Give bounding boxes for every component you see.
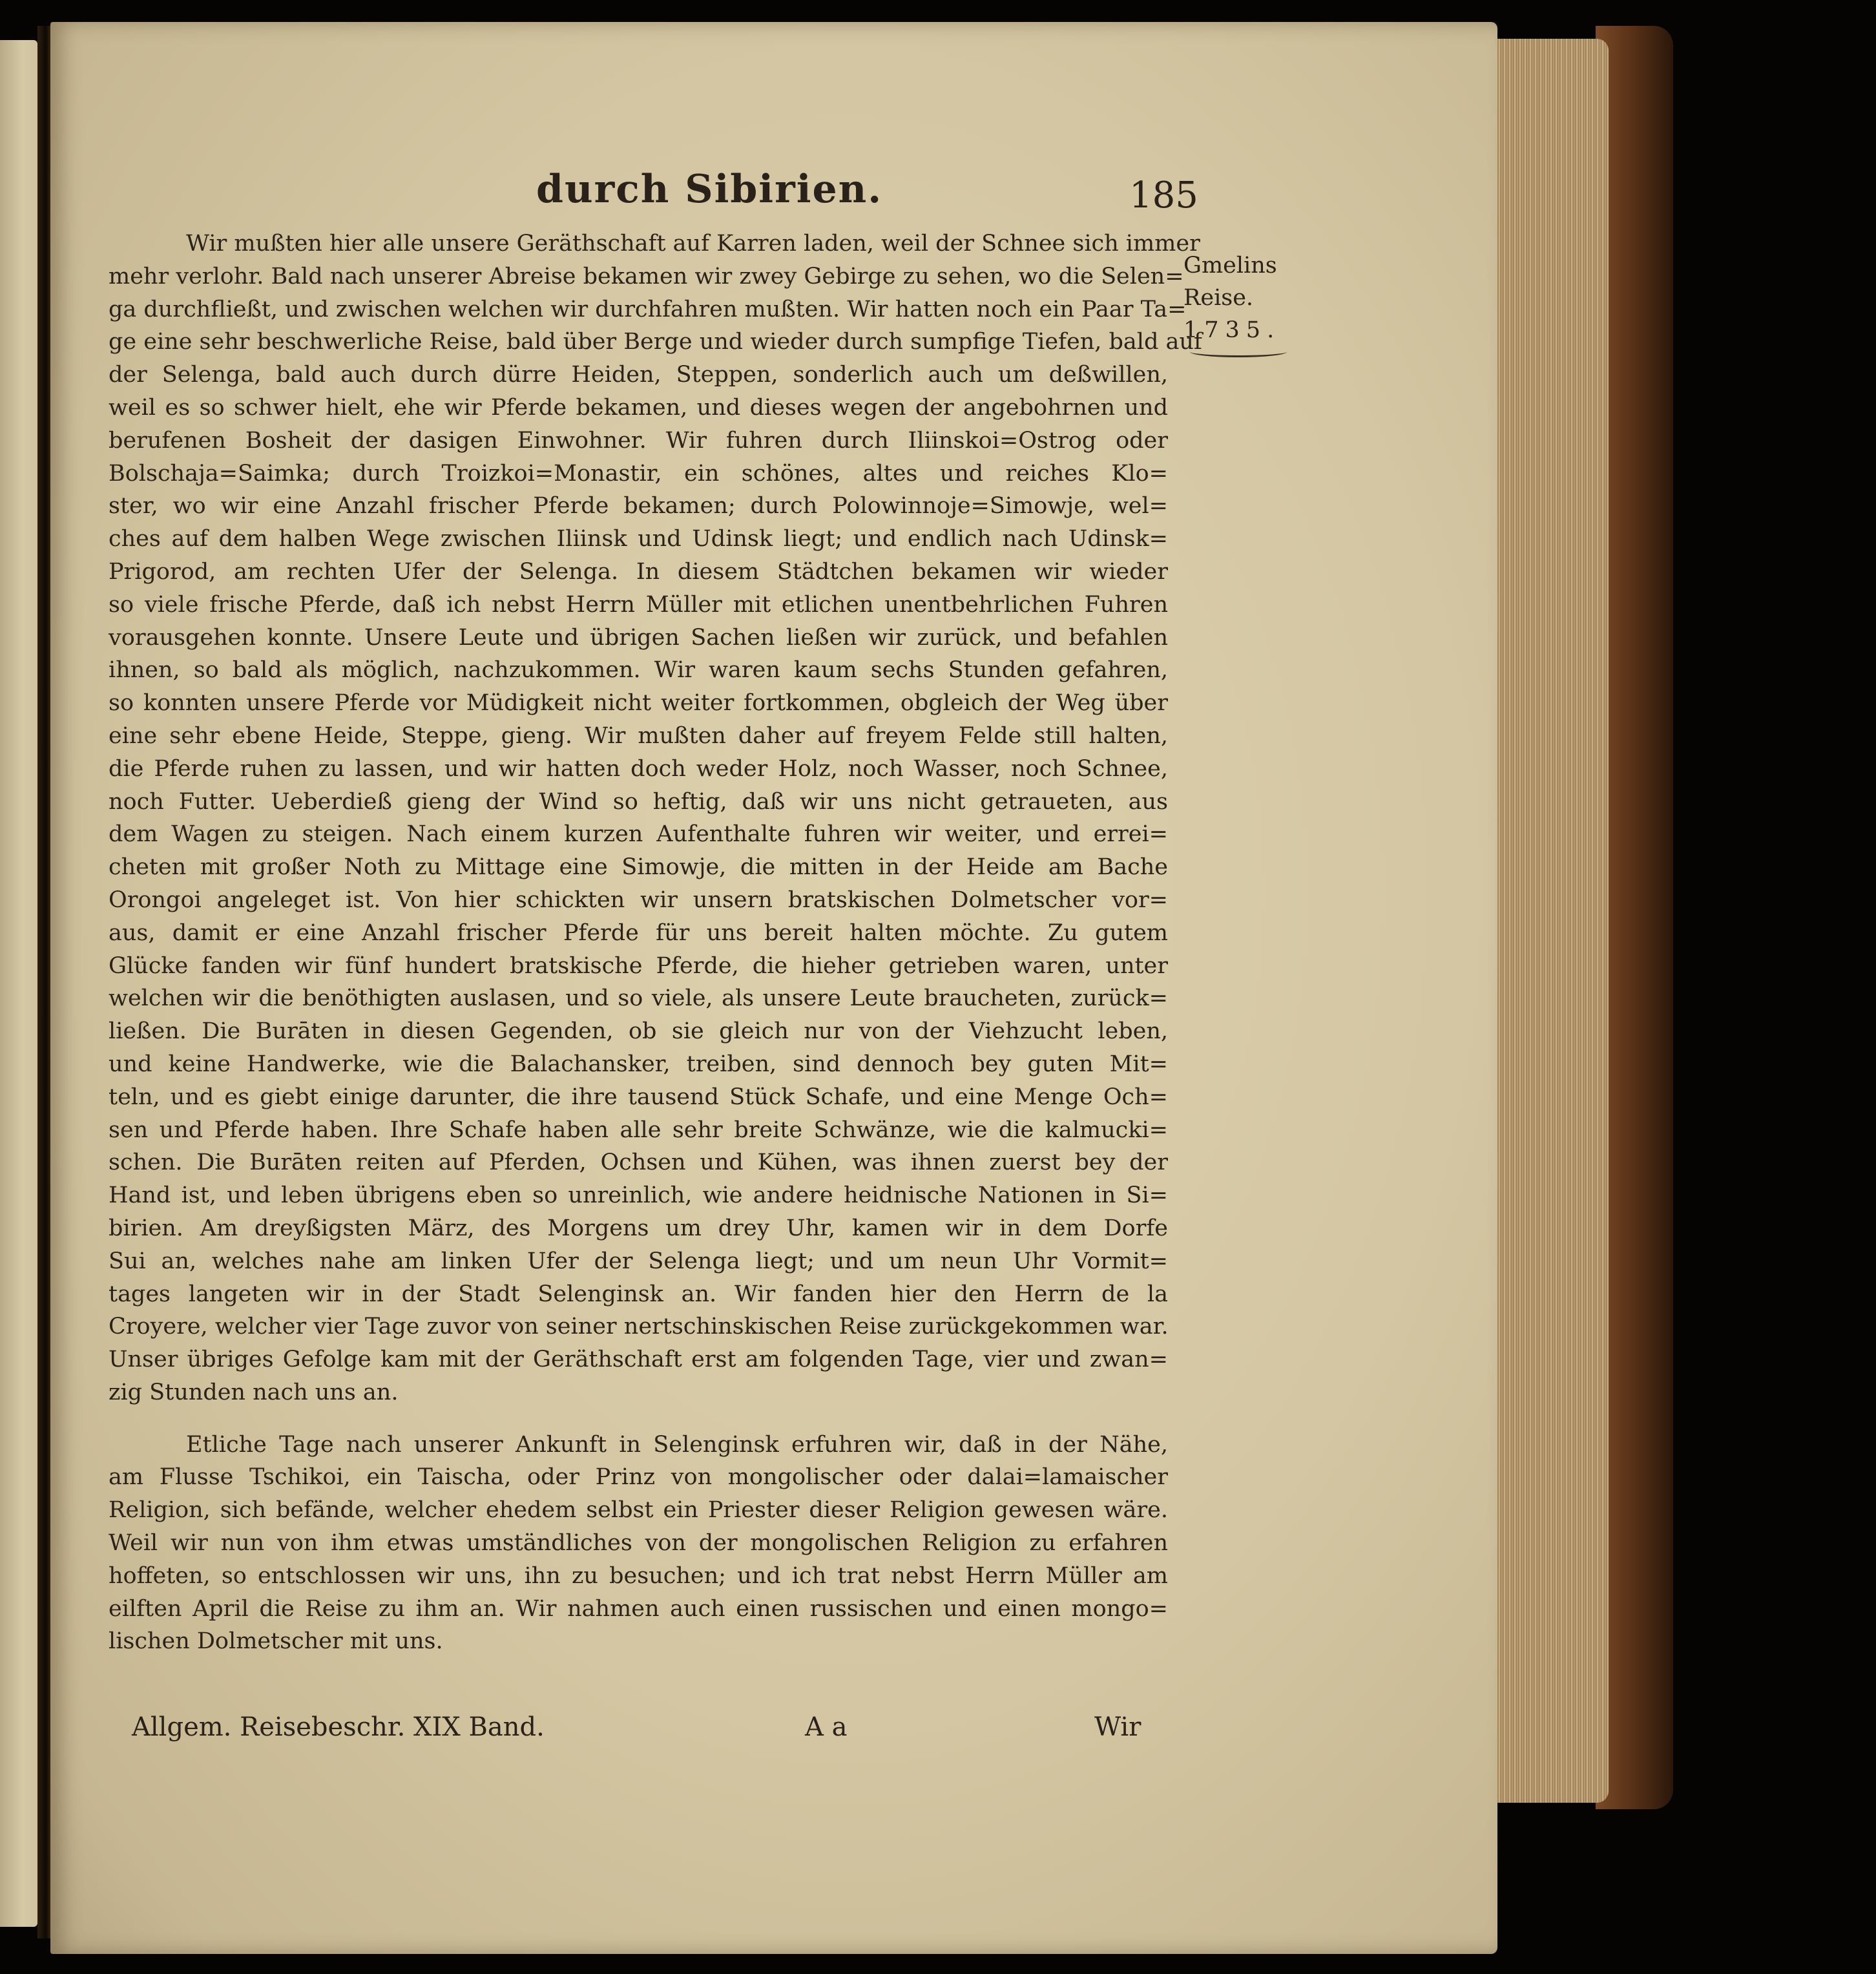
text-line: ge eine sehr beschwerliche Reise, bald über Berge und wieder durch sumpfige Tiefen, bald auf: [109, 329, 1202, 355]
text-line: eilften April die Reise zu ihm an. Wir nahmen auch einen russischen und einen mongo=: [109, 1595, 1168, 1622]
running-head: durch Sibirien.: [536, 167, 883, 212]
text-line: ster, wo wir eine Anzahl frischer Pferde bekamen; durch Polowinnoje=Simowje, wel=: [109, 493, 1168, 520]
signature-mark: A a: [805, 1712, 848, 1742]
text-line: teln, und es giebt einige darunter, die ihre tausend Stück Schafe, und eine Menge Och=: [109, 1084, 1168, 1110]
text-line: hoffeten, so entschlossen wir uns, ihn zu besuchen; und ich trat nebst Herrn Müller am: [109, 1562, 1168, 1589]
text-line: ga durchfließt, und zwischen welchen wir durchfahren mußten. Wir hatten noch ein Paar Ta=: [109, 296, 1187, 322]
paragraph-2: [109, 1429, 1168, 1659]
text-line: so viele frische Pferde, daß ich nebst Herrn Müller mit etlichen unentbehrlichen Fuhren: [109, 591, 1168, 618]
paragraph-1: [109, 227, 1202, 1409]
page-edges: [1486, 39, 1609, 1803]
text-line: sen und Pferde haben. Ihre Schafe haben alle sehr breite Schwänze, wie die kalmucki=: [109, 1117, 1168, 1143]
paragraph-gap: [109, 1409, 1168, 1429]
marginal-flourish: [1190, 346, 1287, 357]
text-line: am Flusse Tschikoi, ein Taischa, oder Prinz von mongolischer oder dalai=lamaischer: [109, 1464, 1168, 1491]
text-line: Weil wir nun von ihm etwas umständliches von der mongolischen Religion zu erfahren: [109, 1530, 1168, 1557]
text-line: so konnten unsere Pferde vor Müdigkeit nicht weiter fortkommen, obgleich der Weg über: [109, 690, 1168, 717]
catchword: Wir: [1094, 1712, 1141, 1742]
text-line: ließen. Die Burāten in diesen Gegenden, ob sie gleich nur von der Viehzucht leben,: [109, 1018, 1168, 1045]
text-line: Etliche Tage nach unserer Ankunft in Selenginsk erfuhren wir, daß in der Nähe,: [186, 1431, 1168, 1458]
marginal-note-text: Reise.: [1183, 285, 1254, 311]
text-line: Croyere, welcher vier Tage zuvor von seiner nertschinskischen Reise zurückgekommen war.: [109, 1314, 1169, 1340]
text-line: mehr verlohr. Bald nach unserer Abreise bekamen wir zwey Gebirge zu sehen, wo die Selen=: [109, 263, 1184, 289]
text-line: Hand ist, und leben übrigens eben so unreinlich, wie andere heidnische Nationen in Si=: [109, 1182, 1168, 1209]
marginal-year: 1735.: [1183, 317, 1281, 343]
text-line: ches auf dem halben Wege zwischen Iliinsk und Udinsk liegt; und endlich nach Udinsk=: [109, 526, 1168, 552]
text-line: welchen wir die benöthigten auslasen, und so viele, als unsere Leute braucheten, zurück=: [109, 985, 1168, 1012]
text-line: cheten mit großer Noth zu Mittage eine Simowje, die mitten in der Heide am Bache: [109, 854, 1168, 881]
text-line: Religion, sich befände, welcher ehedem selbst ein Priester dieser Religion gewesen wäre.: [109, 1497, 1168, 1524]
text-line: weil es so schwer hielt, ehe wir Pferde bekamen, und dieses wegen der angebohrnen und: [109, 394, 1168, 421]
text-line: zig Stunden nach uns an.: [109, 1379, 399, 1405]
text-line: Orongoi angeleget ist. Von hier schickten wir unsern bratskischen Dolmetscher vor=: [109, 887, 1168, 913]
text-line: berufenen Bosheit der dasigen Einwohner. Wir fuhren durch Iliinskoi=Ostrog oder: [109, 427, 1168, 454]
text-line: Bolschaja=Saimka; durch Troizkoi=Monastir, ein schönes, altes und reiches Klo=: [109, 460, 1168, 487]
text-line: Unser übriges Gefolge kam mit der Geräthschaft erst am folgenden Tage, vier und zwan=: [109, 1347, 1168, 1373]
text-line: lischen Dolmetscher mit uns.: [109, 1628, 443, 1655]
text-line: eine sehr ebene Heide, Steppe, gieng. Wir mußten daher auf freyem Felde still halten,: [109, 722, 1168, 749]
text-line: noch Futter. Ueberdieß gieng der Wind so heftig, daß wir uns nicht getraueten, aus: [109, 788, 1168, 815]
text-line: der Selenga, bald auch durch dürre Heiden, Steppen, sonderlich auch um deßwillen,: [109, 362, 1168, 388]
text-line: tages langeten wir in der Stadt Selenginsk an. Wir fanden hier den Herrn de la: [109, 1281, 1168, 1307]
left-page-edge: [0, 40, 37, 1927]
marginal-author: Gmelins: [1183, 253, 1277, 278]
text-line: Wir mußten hier alle unsere Geräthschaft auf Karren laden, weil der Schnee sich immer: [186, 231, 1200, 257]
signature-line: Allgem. Reisebeschr. XIX Band.: [132, 1712, 545, 1742]
book-gutter: [37, 26, 52, 1938]
text-line: aus, damit er eine Anzahl frischer Pferde für uns bereit halten möchte. Zu gutem: [109, 919, 1168, 946]
page-number: 185: [1129, 174, 1198, 216]
text-line: Prigorod, am rechten Ufer der Selenga. In diesem Städtchen bekamen wir wieder: [109, 558, 1168, 585]
text-line: schen. Die Burāten reiten auf Pferden, Ochsen und Kühen, was ihnen zuerst bey der: [109, 1150, 1168, 1176]
text-line: Glücke fanden wir fünf hundert bratskische Pferde, die hieher getrieben waren, unter: [109, 952, 1168, 979]
text-line: ihnen, so bald als möglich, nachzukommen. Wir waren kaum sechs Stunden gefahren,: [109, 657, 1168, 684]
text-line: Sui an, welches nahe am linken Ufer der Selenga liegt; und um neun Uhr Vormit=: [109, 1248, 1168, 1274]
text-line: vorausgehen konnte. Unsere Leute und übrigen Sachen ließen wir zurück, und befahlen: [109, 624, 1168, 651]
text-line: und keine Handwerke, wie die Balachansker, treiben, sind dennoch bey guten Mit=: [109, 1051, 1168, 1077]
text-line: die Pferde ruhen zu lassen, und wir hatten doch weder Holz, noch Wasser, noch Schnee,: [109, 755, 1168, 782]
text-line: dem Wagen zu steigen. Nach einem kurzen Aufenthalte fuhren wir weiter, und errei=: [109, 821, 1168, 848]
body-text: [109, 227, 1202, 1658]
text-line: birien. Am dreyßigsten März, des Morgens um drey Uhr, kamen wir in dem Dorfe: [109, 1215, 1168, 1241]
